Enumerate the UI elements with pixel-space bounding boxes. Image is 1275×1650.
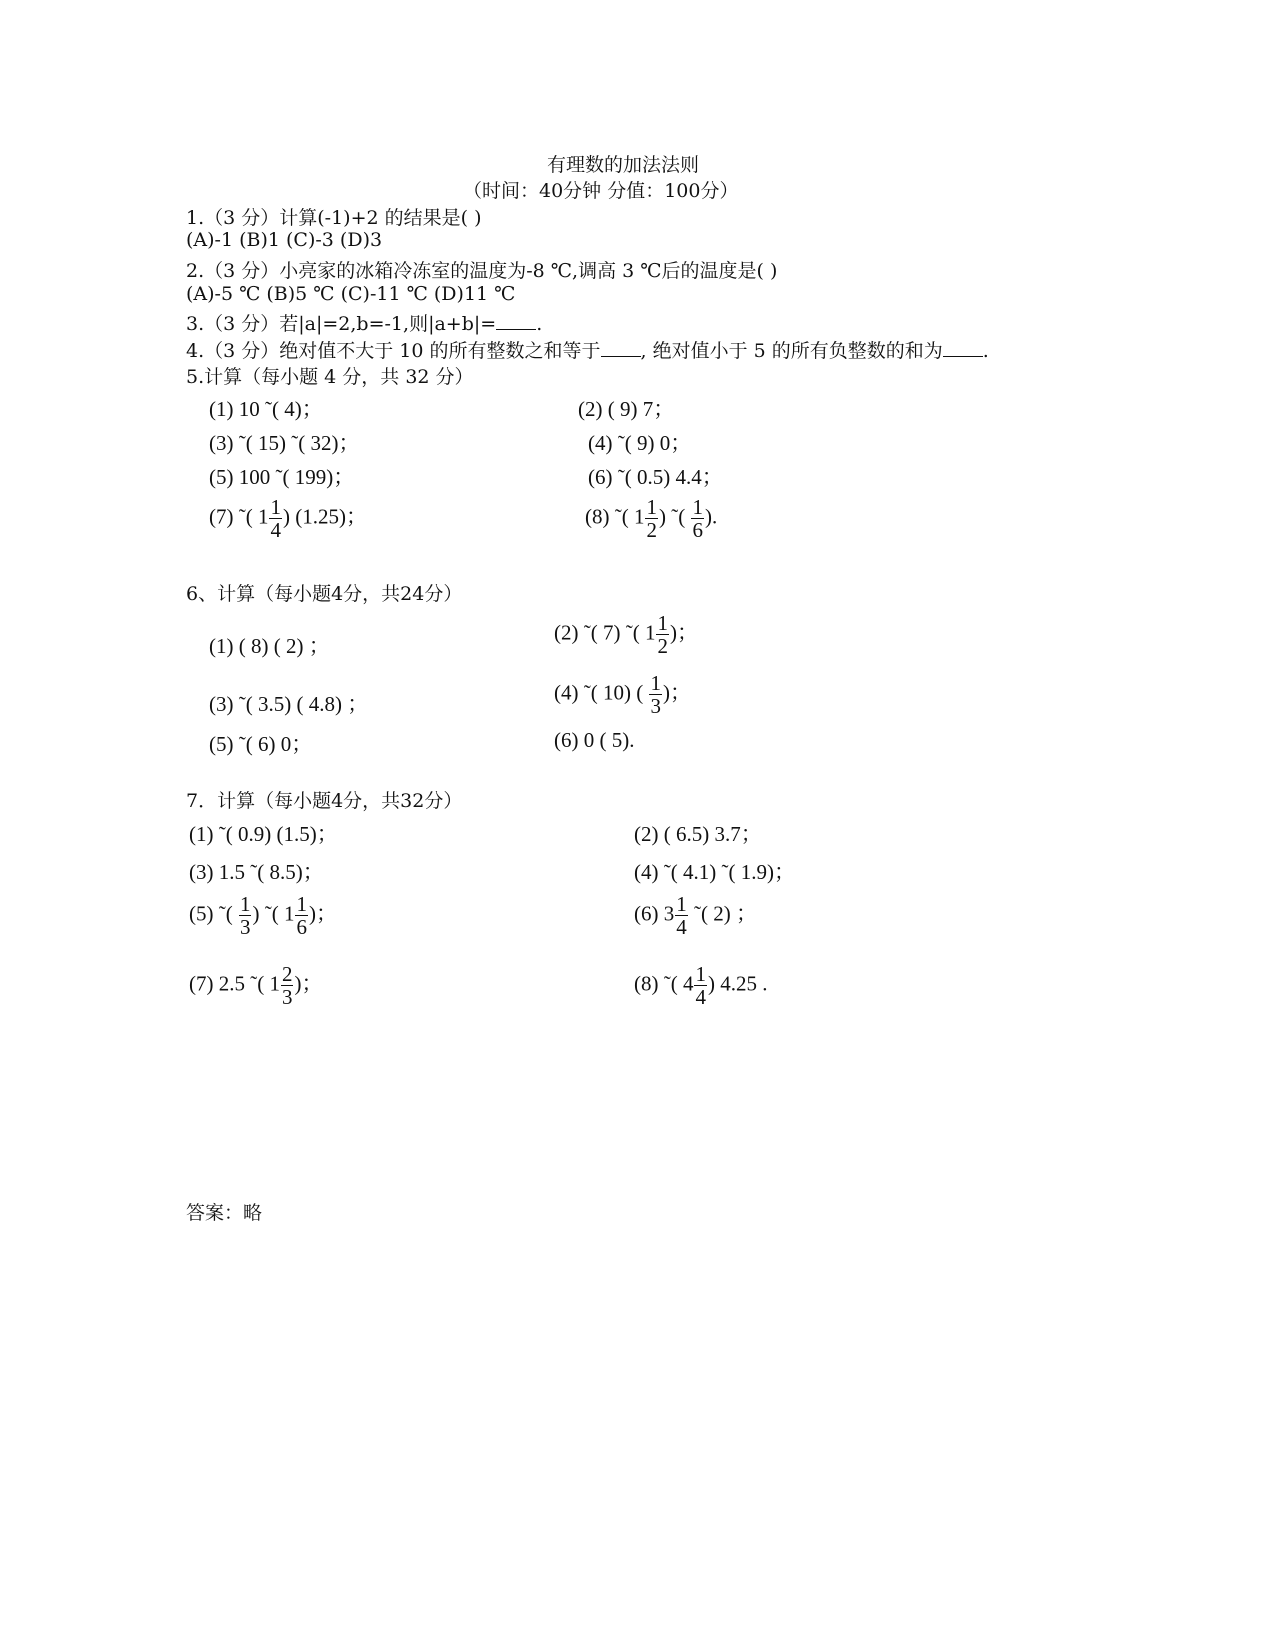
page-title: 有理数的加法法则 — [547, 154, 700, 176]
q5-item-8-fraction-1 — [645, 496, 658, 541]
q7-item-5-pre: (5) ˜( — [189, 901, 238, 926]
q7-item-4: (4) ˜( 4.1) ˜( 1.9)； — [634, 860, 795, 884]
q4-answer-blank-1[interactable] — [601, 342, 641, 357]
fraction-denominator: 2 — [646, 518, 657, 543]
q3-answer-blank[interactable] — [496, 315, 536, 330]
q7-item-5-post: )； — [308, 901, 337, 926]
q5-item-5: (5) 100 ˜( 199)； — [209, 465, 355, 489]
q7-item-3: (3) 1.5 ˜( 8.5)； — [189, 860, 324, 884]
q3-text — [186, 309, 542, 336]
q5-item-7 — [209, 496, 367, 541]
q6-item-1: (1) ( 8) ( 2) ； — [209, 634, 330, 658]
fraction-numerator: 1 — [296, 892, 307, 916]
q5-item-7-post: ) (1.25)； — [282, 504, 367, 529]
q5-item-3: (3) ˜( 15) ˜( 32)； — [209, 431, 360, 455]
fraction-numerator: 1 — [646, 495, 657, 519]
q3-stem: 3.（3 分）若|a|=2,b=-1,则|a+b|= — [186, 313, 497, 335]
q1-text: 1.（3 分）计算(-1)+2 的结果是( ) — [186, 207, 482, 229]
q5-item-8-fraction-2 — [691, 496, 704, 541]
q7-item-8-pre: (8) ˜( 4 — [634, 971, 694, 996]
fraction-denominator: 3 — [650, 694, 661, 719]
q7-item-5 — [189, 893, 337, 938]
fraction-denominator: 4 — [270, 518, 281, 543]
q7-item-6-pre: (6) 3 — [634, 901, 675, 926]
q7-item-6 — [634, 893, 757, 938]
q5-item-8 — [585, 496, 717, 541]
q7-item-7-post: )； — [294, 971, 323, 996]
q7-heading: 7．计算（每小题4分，共32分） — [186, 790, 463, 812]
q7-item-7-pre: (7) 2.5 ˜( 1 — [189, 971, 280, 996]
q7-item-5-fraction-2 — [295, 893, 308, 938]
q2-text: 2.（3 分）小亮家的冰箱冷冻室的温度为-8 ℃,调高 3 ℃后的温度是( ) — [186, 260, 778, 282]
fraction-numerator: 1 — [695, 962, 706, 986]
q6-item-2 — [554, 612, 698, 657]
fraction-denominator: 4 — [695, 985, 706, 1010]
fraction-numerator: 1 — [676, 892, 687, 916]
q6-item-4-fraction — [649, 672, 662, 717]
fraction-denominator: 6 — [692, 518, 703, 543]
q7-item-8-post: ) 4.25 . — [707, 971, 768, 996]
q7-item-5-fraction-1 — [239, 893, 252, 938]
fraction-numerator: 1 — [239, 892, 251, 916]
fraction-numerator: 1 — [692, 495, 703, 519]
q5-item-2: (2) ( 9) 7； — [578, 397, 675, 421]
fraction-denominator: 2 — [657, 634, 668, 659]
q7-item-5-mid: ) ˜( 1 — [252, 901, 295, 926]
q6-heading: 6、计算（每小题4分，共24分） — [186, 583, 463, 605]
q5-item-7-fraction — [269, 496, 282, 541]
fraction-denominator: 6 — [296, 915, 307, 940]
page-subtitle: （时间：40分钟 分值：100分） — [463, 180, 739, 202]
q6-item-2-post: )； — [669, 620, 698, 645]
q7-item-7 — [189, 963, 322, 1008]
q4-stem-b: , 绝对值小于 5 的所有负整数的和为 — [640, 340, 943, 362]
q5-item-1: (1) 10 ˜( 4)； — [209, 397, 323, 421]
q6-item-4-pre: (4) ˜( 10) ( — [554, 680, 649, 705]
q5-item-8-post: ). — [704, 504, 718, 529]
fraction-denominator: 3 — [281, 985, 293, 1010]
q7-item-1: (1) ˜( 0.9) (1.5)； — [189, 822, 338, 846]
q4-answer-blank-2[interactable] — [943, 342, 983, 357]
answer-note: 答案：略 — [186, 1202, 263, 1224]
q4-end: . — [982, 340, 989, 362]
fraction-numerator: 1 — [270, 495, 281, 519]
q4-text — [186, 336, 989, 363]
q7-item-8 — [634, 963, 767, 1008]
q7-item-6-post: ˜( 2) ； — [688, 901, 757, 926]
q7-item-8-fraction — [694, 963, 707, 1008]
q4-stem-a: 4.（3 分）绝对值不大于 10 的所有整数之和等于 — [186, 340, 601, 362]
fraction-numerator: 1 — [650, 671, 661, 695]
q6-item-4-post: )； — [662, 680, 691, 705]
fraction-numerator: 1 — [657, 611, 668, 635]
q6-item-5: (5) ˜( 6) 0； — [209, 732, 313, 756]
q6-item-6: (6) 0 ( 5). — [554, 728, 635, 752]
fraction-denominator: 4 — [676, 915, 687, 940]
q5-item-4: (4) ˜( 9) 0； — [588, 431, 692, 455]
fraction-denominator: 3 — [239, 915, 251, 940]
q6-item-2-pre: (2) ˜( 7) ˜( 1 — [554, 620, 656, 645]
q5-item-8-pre: (8) ˜( 1 — [585, 504, 645, 529]
q1-options: (A)-1 (B)1 (C)-3 (D)3 — [186, 229, 383, 251]
q5-heading: 5.计算（每小题 4 分，共 32 分） — [186, 366, 474, 388]
q5-item-7-pre: (7) ˜( 1 — [209, 504, 269, 529]
q6-item-2-fraction — [656, 612, 669, 657]
q7-item-6-fraction — [675, 893, 688, 938]
q5-item-8-mid: ) ˜( — [658, 504, 691, 529]
q5-item-6: (6) ˜( 0.5) 4.4； — [588, 465, 723, 489]
q7-item-2: (2) ( 6.5) 3.7； — [634, 822, 762, 846]
fraction-numerator: 2 — [281, 962, 293, 986]
q6-item-3: (3) ˜( 3.5) ( 4.8) ； — [209, 692, 369, 716]
q3-end: . — [536, 313, 543, 335]
q7-item-7-fraction — [281, 963, 294, 1008]
q6-item-4 — [554, 672, 691, 717]
q2-options: (A)-5 ℃ (B)5 ℃ (C)-11 ℃ (D)11 ℃ — [186, 283, 516, 305]
